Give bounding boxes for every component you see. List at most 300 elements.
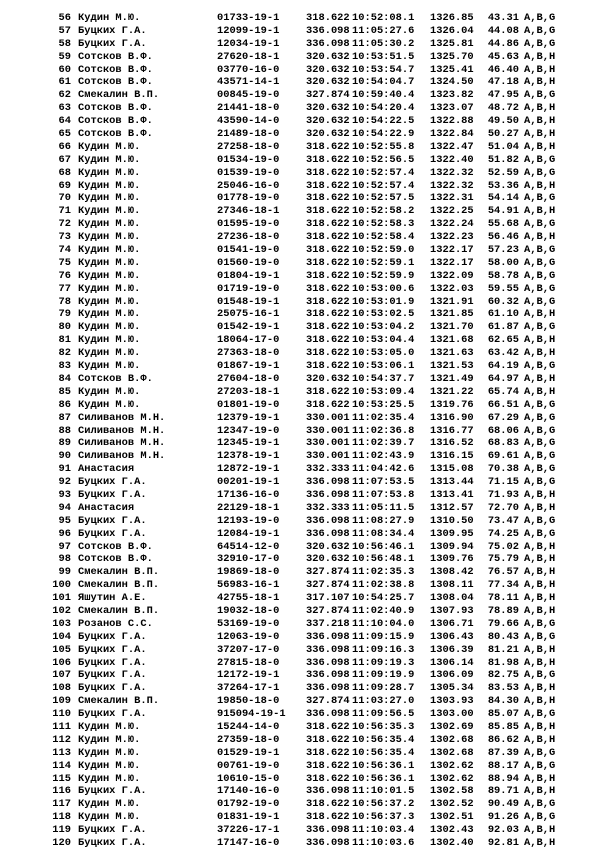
fancier-name: Кудин М.Ю. <box>78 398 141 411</box>
arrival-time: 11:05:27.6 <box>352 24 415 37</box>
table-row <box>0 631 600 644</box>
fancier-name: Буцких Г.А. <box>78 488 147 501</box>
groups: A,B,G <box>524 244 556 257</box>
fancier-name: Яшутин А.Е. <box>78 592 147 605</box>
bird-ring-code: 01548-19-1 <box>217 295 280 308</box>
table-row <box>0 51 600 64</box>
arrival-time: 11:03:27.0 <box>352 695 415 708</box>
distance: 318.622 <box>306 140 350 153</box>
fancier-name: Кудин М.Ю. <box>78 192 141 205</box>
groups: A,B,G <box>524 759 556 772</box>
bird-ring-code: 43590-14-0 <box>217 115 280 128</box>
bird-ring-code: 21441-18-0 <box>217 102 280 115</box>
percent: 81.21 <box>487 643 519 656</box>
arrival-time: 10:56:35.4 <box>352 746 415 759</box>
percent: 89.71 <box>487 785 519 798</box>
speed: 1310.50 <box>430 514 474 527</box>
distance: 317.107 <box>306 592 350 605</box>
place-number: 73 <box>58 231 71 244</box>
table-row <box>0 205 600 218</box>
groups: A,B,H <box>524 63 556 76</box>
fancier-name: Анастасия <box>78 463 135 476</box>
fancier-name: Сотсков В.Ф. <box>78 63 153 76</box>
groups: A,B,G <box>524 411 556 424</box>
percent: 73.47 <box>487 514 519 527</box>
percent: 92.81 <box>487 837 519 849</box>
distance: 330.001 <box>306 411 350 424</box>
speed: 1322.84 <box>430 128 474 141</box>
percent: 57.23 <box>487 244 519 257</box>
bird-ring-code: 15244-14-0 <box>217 720 280 733</box>
percent: 91.26 <box>487 811 519 824</box>
distance: 318.622 <box>306 772 350 785</box>
speed: 1321.63 <box>430 347 474 360</box>
arrival-time: 10:53:09.4 <box>352 385 415 398</box>
arrival-time: 11:02:35.3 <box>352 566 415 579</box>
distance: 327.874 <box>306 604 350 617</box>
arrival-time: 10:52:59.9 <box>352 269 415 282</box>
bird-ring-code: 27815-18-0 <box>217 656 280 669</box>
fancier-name: Кудин М.Ю. <box>78 295 141 308</box>
bird-ring-code: 01529-19-1 <box>217 746 280 759</box>
percent: 88.17 <box>487 759 519 772</box>
percent: 51.04 <box>487 140 519 153</box>
arrival-time: 11:02:38.8 <box>352 579 415 592</box>
table-row <box>0 785 600 798</box>
percent: 81.98 <box>487 656 519 669</box>
arrival-time: 11:02:36.8 <box>352 424 415 437</box>
fancier-name: Кудин М.Ю. <box>78 269 141 282</box>
percent: 86.62 <box>487 733 519 746</box>
place-number: 98 <box>58 553 71 566</box>
percent: 58.78 <box>487 269 519 282</box>
table-row <box>0 25 600 38</box>
bird-ring-code: 27203-18-1 <box>217 385 280 398</box>
table-row <box>0 425 600 438</box>
distance: 318.622 <box>306 282 350 295</box>
arrival-time: 10:52:58.2 <box>352 205 415 218</box>
groups: A,B,G <box>524 269 556 282</box>
arrival-time: 10:56:48.1 <box>352 553 415 566</box>
arrival-time: 10:56:46.1 <box>352 540 415 553</box>
place-number: 104 <box>52 630 71 643</box>
distance: 332.333 <box>306 501 350 514</box>
bird-ring-code: 12084-19-1 <box>217 527 280 540</box>
distance: 318.622 <box>306 798 350 811</box>
speed: 1326.04 <box>430 24 474 37</box>
table-row <box>0 412 600 425</box>
arrival-time: 10:53:04.4 <box>352 334 415 347</box>
table-row <box>0 450 600 463</box>
table-row <box>0 824 600 837</box>
groups: A,B,G <box>524 89 556 102</box>
distance: 320.632 <box>306 102 350 115</box>
groups: A,B,G <box>524 295 556 308</box>
groups: A,B,G <box>524 398 556 411</box>
speed: 1319.76 <box>430 398 474 411</box>
arrival-time: 10:54:20.4 <box>352 102 415 115</box>
arrival-time: 10:52:57.4 <box>352 179 415 192</box>
fancier-name: Кудин М.Ю. <box>78 205 141 218</box>
table-row <box>0 695 600 708</box>
fancier-name: Кудин М.Ю. <box>78 811 141 824</box>
distance: 318.622 <box>306 153 350 166</box>
percent: 64.97 <box>487 372 519 385</box>
table-row <box>0 283 600 296</box>
fancier-name: Кудин М.Ю. <box>78 282 141 295</box>
groups: A,B,H <box>524 50 556 63</box>
table-row <box>0 502 600 515</box>
bird-ring-code: 17136-16-0 <box>217 488 280 501</box>
place-number: 84 <box>58 372 71 385</box>
table-row <box>0 12 600 25</box>
fancier-name: Кудин М.Ю. <box>78 179 141 192</box>
distance: 320.632 <box>306 540 350 553</box>
distance: 332.333 <box>306 463 350 476</box>
distance: 318.622 <box>306 746 350 759</box>
speed: 1322.17 <box>430 256 474 269</box>
arrival-time: 10:53:51.5 <box>352 50 415 63</box>
speed: 1306.39 <box>430 643 474 656</box>
groups: A,B,H <box>524 372 556 385</box>
fancier-name: Буцких Г.А. <box>78 785 147 798</box>
bird-ring-code: 21489-18-0 <box>217 128 280 141</box>
fancier-name: Силиванов М.Н. <box>78 411 166 424</box>
fancier-name: Розанов С.С. <box>78 617 153 630</box>
arrival-time: 10:52:58.3 <box>352 218 415 231</box>
speed: 1303.00 <box>430 708 474 721</box>
distance: 336.098 <box>306 37 350 50</box>
table-row <box>0 373 600 386</box>
fancier-name: Буцких Г.А. <box>78 708 147 721</box>
percent: 54.14 <box>487 192 519 205</box>
groups: A,B,H <box>524 540 556 553</box>
groups: A,B,H <box>524 824 556 837</box>
speed: 1309.95 <box>430 527 474 540</box>
speed: 1322.17 <box>430 244 474 257</box>
percent: 68.06 <box>487 424 519 437</box>
percent: 47.95 <box>487 89 519 102</box>
bird-ring-code: 01541-19-0 <box>217 244 280 257</box>
place-number: 111 <box>52 720 71 733</box>
arrival-time: 10:52:59.1 <box>352 256 415 269</box>
bird-ring-code: 19032-18-0 <box>217 604 280 617</box>
percent: 85.07 <box>487 708 519 721</box>
fancier-name: Кудин М.Ю. <box>78 772 141 785</box>
arrival-time: 11:09:16.3 <box>352 643 415 656</box>
bird-ring-code: 01560-19-0 <box>217 256 280 269</box>
speed: 1305.34 <box>430 682 474 695</box>
fancier-name: Буцких Г.А. <box>78 37 147 50</box>
speed: 1302.51 <box>430 811 474 824</box>
distance: 336.098 <box>306 669 350 682</box>
speed: 1313.41 <box>430 488 474 501</box>
arrival-time: 10:52:55.8 <box>352 140 415 153</box>
bird-ring-code: 01719-19-0 <box>217 282 280 295</box>
speed: 1325.41 <box>430 63 474 76</box>
fancier-name: Смекалин В.П. <box>78 695 160 708</box>
distance: 336.098 <box>306 514 350 527</box>
place-number: 78 <box>58 295 71 308</box>
place-number: 108 <box>52 682 71 695</box>
distance: 336.098 <box>306 630 350 643</box>
table-row <box>0 386 600 399</box>
arrival-time: 11:05:11.5 <box>352 501 415 514</box>
table-row <box>0 528 600 541</box>
place-number: 68 <box>58 166 71 179</box>
table-row <box>0 721 600 734</box>
groups: A,B,H <box>524 140 556 153</box>
bird-ring-code: 18064-17-0 <box>217 334 280 347</box>
arrival-time: 10:59:40.4 <box>352 89 415 102</box>
bird-ring-code: 17140-16-0 <box>217 785 280 798</box>
bird-ring-code: 27236-18-0 <box>217 231 280 244</box>
speed: 1321.70 <box>430 321 474 334</box>
table-row <box>0 708 600 721</box>
distance: 318.622 <box>306 398 350 411</box>
speed: 1326.85 <box>430 12 474 24</box>
table-row <box>0 141 600 154</box>
percent: 53.36 <box>487 179 519 192</box>
distance: 318.622 <box>306 244 350 257</box>
place-number: 59 <box>58 50 71 63</box>
percent: 64.19 <box>487 360 519 373</box>
arrival-time: 11:10:04.0 <box>352 617 415 630</box>
percent: 78.11 <box>487 592 519 605</box>
speed: 1306.09 <box>430 669 474 682</box>
percent: 85.85 <box>487 720 519 733</box>
bird-ring-code: 19850-18-0 <box>217 695 280 708</box>
groups: A,B,H <box>524 695 556 708</box>
distance: 320.632 <box>306 115 350 128</box>
place-number: 109 <box>52 695 71 708</box>
bird-ring-code: 00201-19-1 <box>217 476 280 489</box>
place-number: 101 <box>52 592 71 605</box>
groups: A,B,G <box>524 360 556 373</box>
bird-ring-code: 01534-19-0 <box>217 153 280 166</box>
fancier-name: Смекалин В.П. <box>78 604 160 617</box>
table-row <box>0 321 600 334</box>
groups: A,B,G <box>524 798 556 811</box>
place-number: 56 <box>58 12 71 24</box>
place-number: 117 <box>52 798 71 811</box>
fancier-name: Сотсков В.Ф. <box>78 553 153 566</box>
fancier-name: Сотсков В.Ф. <box>78 50 153 63</box>
bird-ring-code: 12034-19-1 <box>217 37 280 50</box>
table-row <box>0 476 600 489</box>
table-row <box>0 76 600 89</box>
arrival-time: 10:53:05.0 <box>352 347 415 360</box>
fancier-name: Кудин М.Ю. <box>78 746 141 759</box>
groups: A,B,G <box>524 256 556 269</box>
distance: 336.098 <box>306 527 350 540</box>
speed: 1302.69 <box>430 720 474 733</box>
speed: 1321.49 <box>430 372 474 385</box>
place-number: 82 <box>58 347 71 360</box>
bird-ring-code: 12099-19-1 <box>217 24 280 37</box>
fancier-name: Кудин М.Ю. <box>78 759 141 772</box>
fancier-name: Кудин М.Ю. <box>78 733 141 746</box>
place-number: 81 <box>58 334 71 347</box>
percent: 61.10 <box>487 308 519 321</box>
bird-ring-code: 01831-19-1 <box>217 811 280 824</box>
bird-ring-code: 19869-18-0 <box>217 566 280 579</box>
table-row <box>0 360 600 373</box>
place-number: 64 <box>58 115 71 128</box>
percent: 71.15 <box>487 476 519 489</box>
fancier-name: Сотсков В.Ф. <box>78 115 153 128</box>
percent: 49.50 <box>487 115 519 128</box>
distance: 336.098 <box>306 488 350 501</box>
bird-ring-code: 01542-19-1 <box>217 321 280 334</box>
table-row <box>0 760 600 773</box>
fancier-name: Буцких Г.А. <box>78 824 147 837</box>
fancier-name: Сотсков В.Ф. <box>78 102 153 115</box>
distance: 336.098 <box>306 476 350 489</box>
fancier-name: Буцких Г.А. <box>78 476 147 489</box>
place-number: 63 <box>58 102 71 115</box>
table-row <box>0 682 600 695</box>
speed: 1315.08 <box>430 463 474 476</box>
table-row <box>0 296 600 309</box>
place-number: 93 <box>58 488 71 501</box>
bird-ring-code: 22129-18-1 <box>217 501 280 514</box>
arrival-time: 11:08:27.9 <box>352 514 415 527</box>
distance: 318.622 <box>306 759 350 772</box>
bird-ring-code: 01867-19-1 <box>217 360 280 373</box>
table-row <box>0 773 600 786</box>
distance: 336.098 <box>306 656 350 669</box>
table-row <box>0 38 600 51</box>
percent: 62.65 <box>487 334 519 347</box>
arrival-time: 11:08:34.4 <box>352 527 415 540</box>
speed: 1323.07 <box>430 102 474 115</box>
speed: 1322.24 <box>430 218 474 231</box>
place-number: 58 <box>58 37 71 50</box>
groups: A,B,H <box>524 231 556 244</box>
groups: A,B,G <box>524 437 556 450</box>
table-row <box>0 798 600 811</box>
groups: A,B,G <box>524 476 556 489</box>
speed: 1302.52 <box>430 798 474 811</box>
percent: 80.43 <box>487 630 519 643</box>
groups: A,B,H <box>524 592 556 605</box>
arrival-time: 11:07:53.8 <box>352 488 415 501</box>
arrival-time: 10:53:06.1 <box>352 360 415 373</box>
fancier-name: Буцких Г.А. <box>78 24 147 37</box>
table-row <box>0 231 600 244</box>
bird-ring-code: 10610-15-0 <box>217 772 280 785</box>
distance: 318.622 <box>306 308 350 321</box>
distance: 318.622 <box>306 179 350 192</box>
place-number: 89 <box>58 437 71 450</box>
distance: 320.632 <box>306 63 350 76</box>
speed: 1302.62 <box>430 759 474 772</box>
percent: 45.63 <box>487 50 519 63</box>
percent: 50.27 <box>487 128 519 141</box>
table-row <box>0 218 600 231</box>
groups: A,B,H <box>524 837 556 849</box>
place-number: 79 <box>58 308 71 321</box>
place-number: 74 <box>58 244 71 257</box>
percent: 52.59 <box>487 166 519 179</box>
bird-ring-code: 37264-17-1 <box>217 682 280 695</box>
percent: 79.66 <box>487 617 519 630</box>
groups: A,B,G <box>524 12 556 24</box>
groups: A,B,G <box>524 424 556 437</box>
bird-ring-code: 12063-19-0 <box>217 630 280 643</box>
percent: 61.87 <box>487 321 519 334</box>
table-row <box>0 592 600 605</box>
bird-ring-code: 01804-19-1 <box>217 269 280 282</box>
table-row <box>0 747 600 760</box>
place-number: 70 <box>58 192 71 205</box>
groups: A,B,G <box>524 218 556 231</box>
percent: 51.82 <box>487 153 519 166</box>
percent: 44.08 <box>487 24 519 37</box>
arrival-time: 11:05:30.2 <box>352 37 415 50</box>
speed: 1302.40 <box>430 837 474 849</box>
percent: 60.32 <box>487 295 519 308</box>
table-row <box>0 308 600 321</box>
percent: 75.02 <box>487 540 519 553</box>
groups: A,B,G <box>524 24 556 37</box>
groups: A,B,H <box>524 772 556 785</box>
speed: 1321.68 <box>430 334 474 347</box>
groups: A,B,H <box>524 733 556 746</box>
place-number: 88 <box>58 424 71 437</box>
fancier-name: Кудин М.Ю. <box>78 244 141 257</box>
fancier-name: Смекалин В.П. <box>78 566 160 579</box>
speed: 1324.50 <box>430 76 474 89</box>
arrival-time: 10:53:00.6 <box>352 282 415 295</box>
distance: 336.098 <box>306 643 350 656</box>
table-row <box>0 128 600 141</box>
table-row <box>0 579 600 592</box>
place-number: 114 <box>52 759 71 772</box>
distance: 337.218 <box>306 617 350 630</box>
distance: 320.632 <box>306 76 350 89</box>
arrival-time: 10:53:04.2 <box>352 321 415 334</box>
fancier-name: Сотсков В.Ф. <box>78 540 153 553</box>
fancier-name: Смекалин В.П. <box>78 579 160 592</box>
fancier-name: Кудин М.Ю. <box>78 12 141 24</box>
distance: 330.001 <box>306 424 350 437</box>
groups: A,B,G <box>524 192 556 205</box>
bird-ring-code: 12378-19-1 <box>217 450 280 463</box>
speed: 1322.03 <box>430 282 474 295</box>
speed: 1309.76 <box>430 553 474 566</box>
groups: A,B,H <box>524 102 556 115</box>
place-number: 57 <box>58 24 71 37</box>
bird-ring-code: 01792-19-0 <box>217 798 280 811</box>
distance: 318.622 <box>306 334 350 347</box>
place-number: 80 <box>58 321 71 334</box>
place-number: 77 <box>58 282 71 295</box>
place-number: 95 <box>58 514 71 527</box>
table-row <box>0 257 600 270</box>
percent: 67.29 <box>487 411 519 424</box>
distance: 336.098 <box>306 785 350 798</box>
speed: 1306.43 <box>430 630 474 643</box>
percent: 82.75 <box>487 669 519 682</box>
percent: 71.93 <box>487 488 519 501</box>
arrival-time: 10:52:57.4 <box>352 166 415 179</box>
arrival-time: 10:54:22.5 <box>352 115 415 128</box>
table-row <box>0 180 600 193</box>
arrival-time: 11:02:39.7 <box>352 437 415 450</box>
percent: 63.42 <box>487 347 519 360</box>
